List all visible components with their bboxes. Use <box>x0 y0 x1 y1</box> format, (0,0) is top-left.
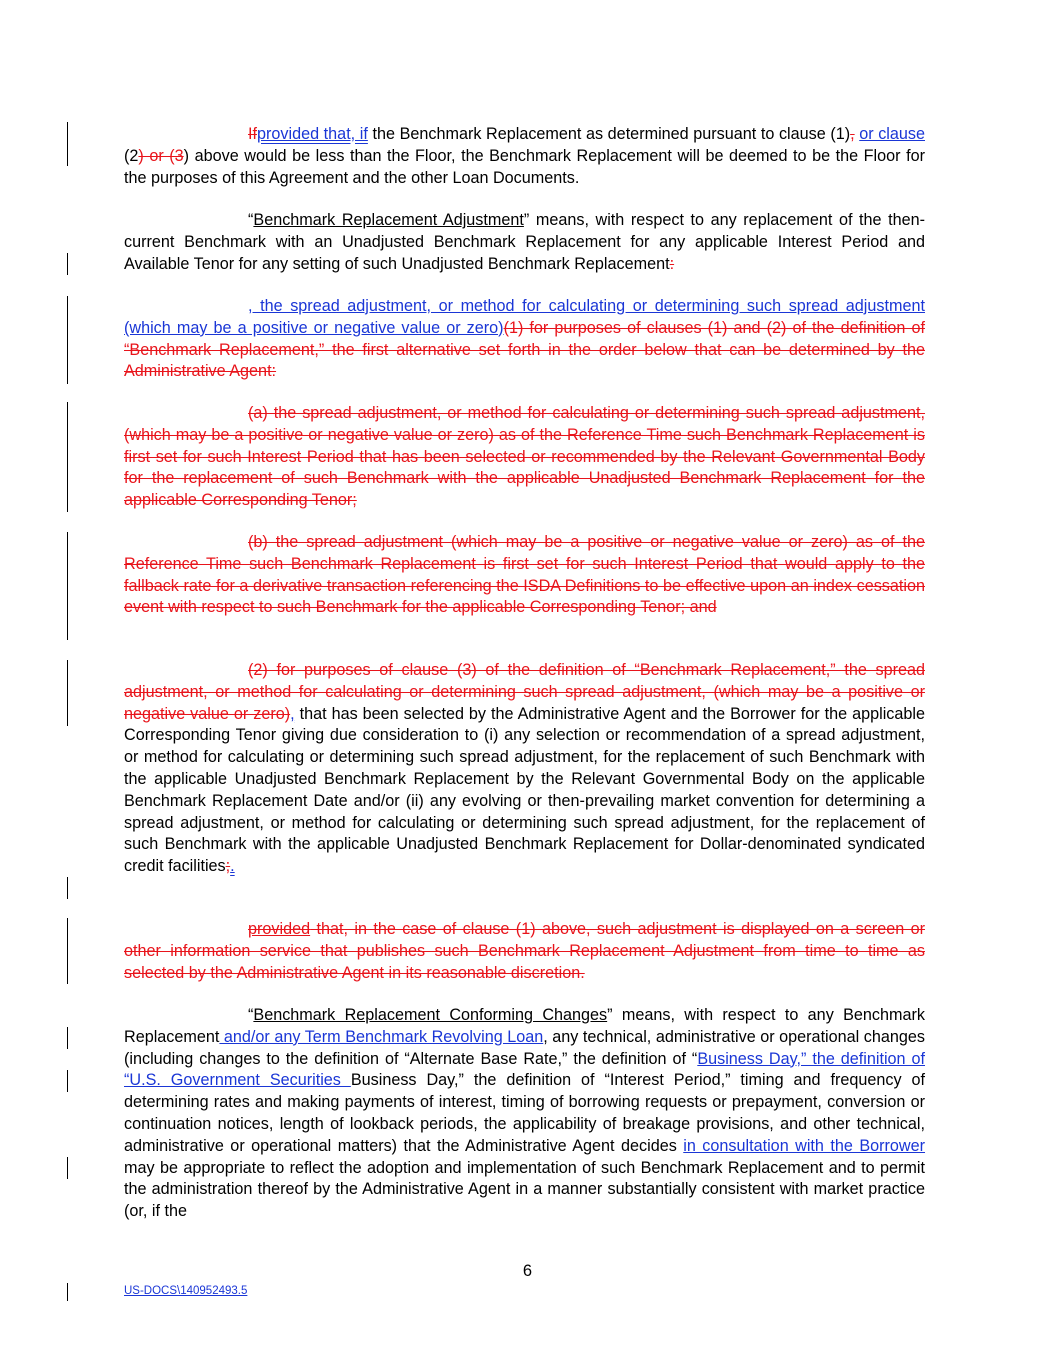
inserted-text: and/or any Term Benchmark Revolving Loan <box>219 1027 544 1046</box>
body-text: ) above would be less than the Floor, the Benchmark Replacement will be deemed to be the Floor for the purposes of this Agreement and the other Loan Documents. <box>124 146 925 187</box>
change-bar <box>67 1070 68 1092</box>
change-bar <box>67 1283 68 1301</box>
paragraph-spread-adjustment-insert <box>124 296 925 383</box>
body-text: “ <box>248 1006 254 1024</box>
body-text: that has been selected by the Administrative Agent and the Borrower for the applicable Corresponding Tenor giving due consideration to (i) any selection or recommendation of a spread adjustment, or method for calculating or determining such spread adjustment, for the replacement of such Benchmark with the applicable Unadjusted Benchmark Replacement by the Relevant Governmental Body on the applicable Benchmark Replacement Date and/or (ii) any evolving or then-prevailing market convention for determining a spread adjustment, or method for calculating or determining such spread adjustment, for the replacement of such Benchmark with the applicable Unadjusted Benchmark Replacement for Dollar-denominated syndicated credit facilities <box>124 704 925 876</box>
paragraph-floor-proviso <box>124 124 925 189</box>
inserted-text: or clause <box>859 125 925 143</box>
change-bar <box>67 1027 68 1049</box>
body-text: , any technical, administrative or operational changes (including changes to the definition of “Alternate Base Rate,” the definition of “ <box>124 1027 925 1068</box>
inserted-text: in consultation with the Borrower <box>683 1136 926 1155</box>
body-text: “ <box>248 211 254 229</box>
change-bar <box>67 122 68 166</box>
change-bar <box>67 918 68 984</box>
deleted-text: ) or (3 <box>138 146 184 165</box>
inserted-text: . <box>230 857 235 876</box>
change-bar <box>67 253 68 275</box>
deleted-text: (2) for purposes of clause (3) of the definition of “Benchmark Replacement,” the spread adjustment, or method for calculating or determining such spread adjustment, (which may be a positive or negative value or zero) <box>124 661 925 723</box>
paragraph-clause-2 <box>124 660 925 878</box>
body-text: Business Day,” the definition of “Interest Period,” timing and frequency of determining rates and making payments of interest, timing of borrowing requests or prepayment, conversion or continuation notices, length of lookback periods, the applicability of breakage provisions, and other technical, administrative or operational matters) that the Administrative Agent decides <box>124 1071 926 1155</box>
change-bar <box>67 1157 68 1179</box>
inserted-text: Business Day,” the definition of “U.S. Government Securities <box>124 1049 925 1090</box>
body-text: may be appropriate to reflect the adoption and implementation of such Benchmark Replacement and to permit the administration thereof by the Administrative Agent in a manner substantially consistent with market practice (or, if the <box>124 1158 925 1221</box>
body-text: the Benchmark Replacement as determined pursuant to clause (1) <box>367 125 851 143</box>
deleted-text: that, in the case of clause (1) above, such adjustment is displayed on a screen or other information service that publishes such Benchmark Replacement Adjustment from time to time as selected by the Administrative Agent in its reasonable discretion. <box>124 920 925 982</box>
deleted-text: (1) for purposes of clauses (1) and (2) of the definition of “Benchmark Replacement,” the first alternative set forth in the order below that can be determined by the Administrative Agent: <box>124 318 925 381</box>
change-bar <box>67 877 68 899</box>
change-bar <box>67 296 68 384</box>
change-bar <box>67 532 68 640</box>
definition-benchmark-replacement-adjustment <box>124 210 925 275</box>
body-text: ” means, with respect to any Benchmark Replacement <box>124 1006 925 1046</box>
paragraph-clause-a-deleted <box>124 403 925 512</box>
paragraph-clause-b-deleted <box>124 532 925 619</box>
deleted-text: : <box>669 254 675 273</box>
deleted-text: (b) the spread adjustment (which may be a positive or negative value or zero) as of the Reference Time such Benchmark Replacement is first set for such Interest Period that would apply to the fallback rate for a derivative transaction referencing the ISDA Definitions to be effective upon an index cessation event with respect to such Benchmark for the applicable Corresponding Tenor; and <box>124 533 925 617</box>
definition-benchmark-replacement-conforming-changes <box>124 1005 925 1223</box>
deleted-text: If <box>248 125 257 143</box>
change-bar <box>67 660 68 726</box>
deleted-text: provided <box>248 920 311 938</box>
page-number: 6 <box>522 1262 533 1280</box>
inserted-text: provided that, if <box>257 125 368 143</box>
document-id: US-DOCS\140952493.5 <box>124 1285 248 1297</box>
deleted-text: (a) the spread adjustment, or method for calculating or determining such spread adjustment, (which may be a positive or negative value or zero) as of the Reference Time such Benchmark Replacement is first set for such Interest Period that has been selected or recommended by the Relevant Governmental Body for the replacement of such Benchmark with the applicable Unadjusted Benchmark Replacement for the applicable Corresponding Tenor; <box>124 404 925 510</box>
inserted-text: , the spread adjustment, or method for calculating or determining such spread adjustment (which may be a positive or negative value or zero) <box>124 297 925 337</box>
deleted-text: ; <box>225 857 231 876</box>
change-bar <box>67 402 68 512</box>
body-text: ” means, with respect to any replacement of the then-current Benchmark with an Unadjusted Benchmark Replacement for any applicable Interest Period and Available Tenor for any setting of such Unadjusted Benchmark Replacement <box>124 211 926 273</box>
defined-term: Benchmark Replacement Adjustment <box>253 211 524 229</box>
inserted-text: , <box>290 704 295 723</box>
defined-term: Benchmark Replacement Conforming Changes <box>253 1006 608 1024</box>
paragraph-provided-deleted <box>124 919 925 984</box>
deleted-text: , <box>850 125 855 143</box>
body-text: (2 <box>124 146 139 165</box>
